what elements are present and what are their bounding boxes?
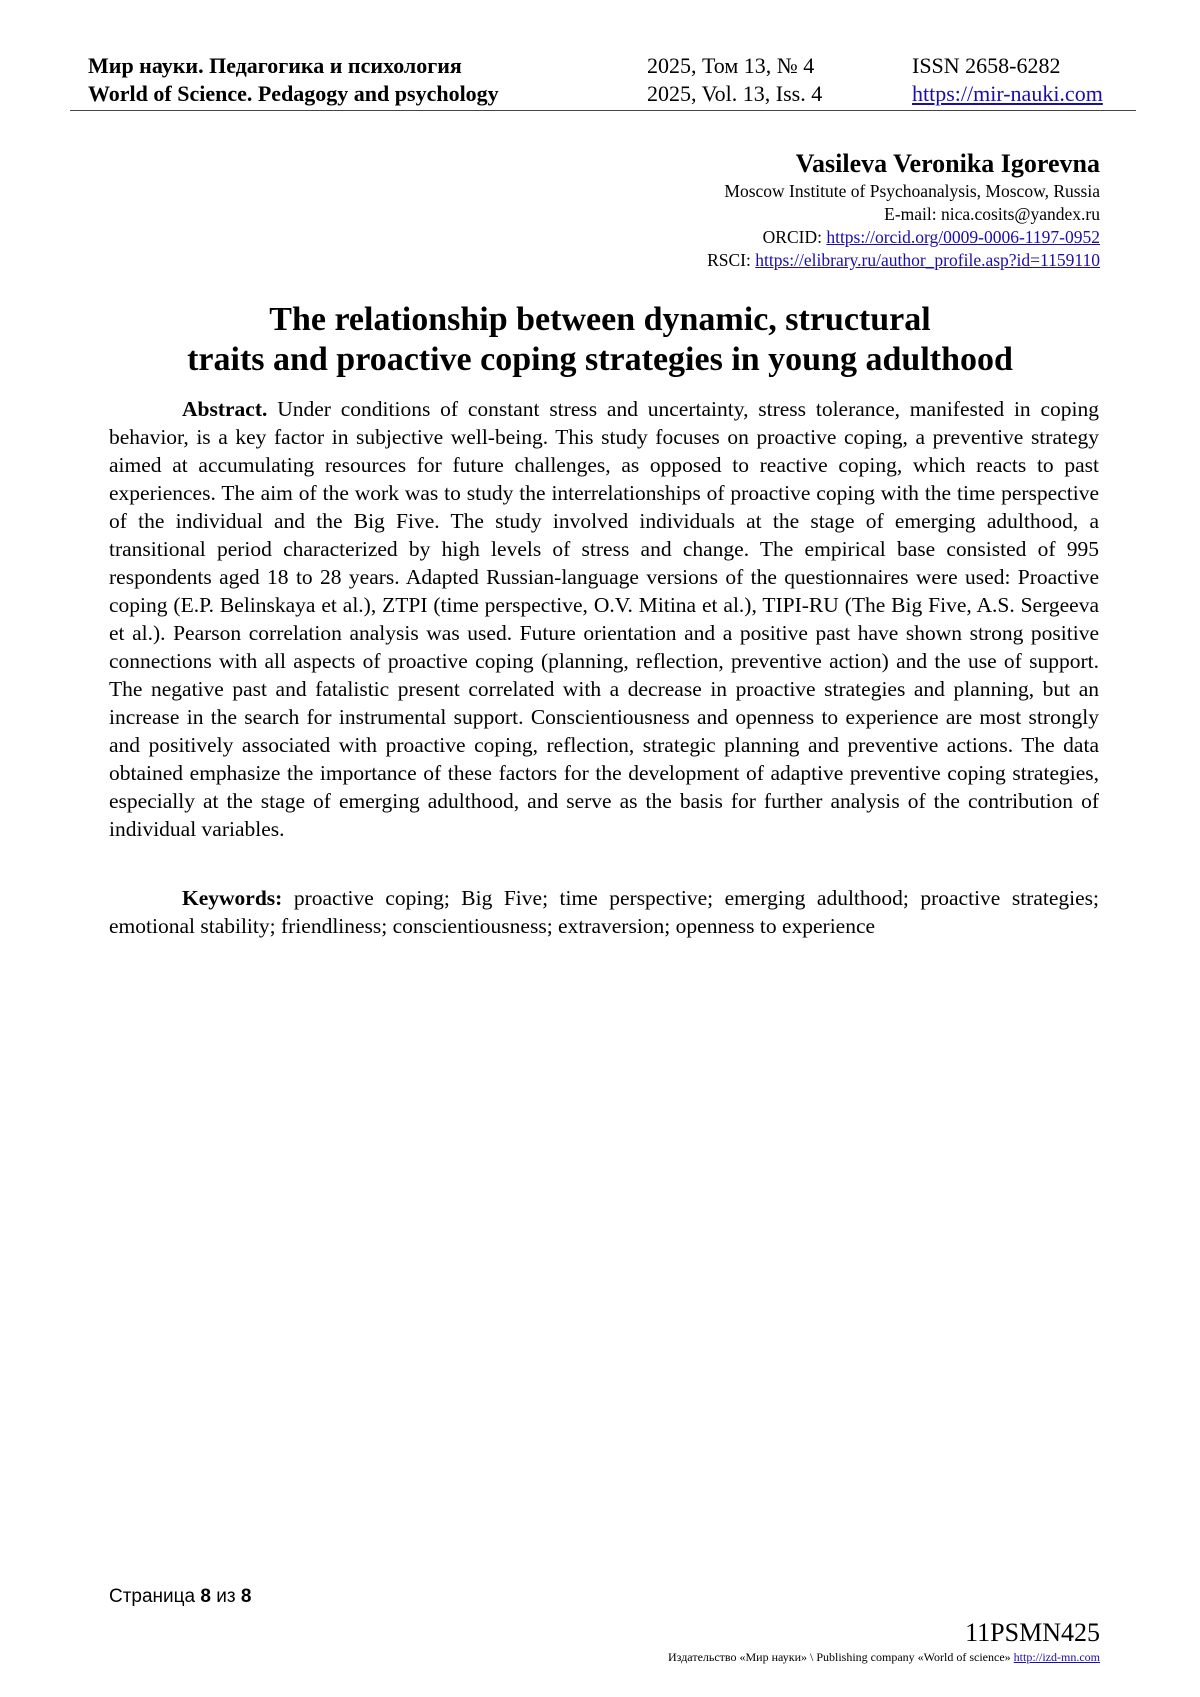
abstract xyxy=(109,395,1099,843)
journal-title-en: World of Science. Pedagogy and psychology xyxy=(88,81,499,106)
article-title: The relationship between dynamic, structural traits and proactive coping strategies in young adulthood xyxy=(187,301,1013,378)
author-affiliation: Moscow Institute of Psychoanalysis, Moscow, Russia xyxy=(724,181,1100,201)
issue-en: 2025, Vol. 13, Iss. 4 xyxy=(647,81,823,106)
journal-title-ru: Мир науки. Педагогика и психология xyxy=(88,53,462,78)
orcid-link[interactable]: https://orcid.org/0009-0006-1197-0952 xyxy=(826,227,1100,247)
rsci-link[interactable]: https://elibrary.ru/author_profile.asp?id=1159110 xyxy=(755,250,1100,270)
issue-ru: 2025, Том 13, № 4 xyxy=(647,53,815,78)
keywords-label: Keywords: xyxy=(182,886,283,910)
article-code: 11PSMN425 xyxy=(965,1618,1100,1647)
abstract-label: Abstract. xyxy=(182,397,268,421)
author-name: Vasileva Veronika Igorevna xyxy=(795,149,1100,178)
publisher-link[interactable]: http://izd-mn.com xyxy=(1013,1650,1100,1664)
publisher-line: Издательство «Мир науки» \ Publishing company «World of science» http://izd-mn.com xyxy=(668,1650,1100,1664)
header-rule xyxy=(70,110,1136,111)
abstract-text: Under conditions of constant stress and uncertainty, stress tolerance, manifested in coping behavior, is a key factor in subjective well-being. This study focuses on proactive coping, a preventive strategy aimed at accumulating resources for future challenges, as opposed to reactive coping, which reacts to past experiences. The aim of the work was to study the interrelationships of proactive coping with the time perspective of the individual and the Big Five. The study involved individuals at the stage of emerging adulthood, a transitional period characterized by high levels of stress and change. The empirical base consisted of 995 respondents aged 18 to 28 years. Adapted Russian-language versions of the questionnaires were used: Proactive coping (E.P. Belinskaya et al.), ZTPI (time perspective, O.V. Mitina et al.), TIPI-RU (The Big Five, A.S. Sergeeva et al.). Pearson correlation analysis was used. Future orientation and a positive past have shown strong positive connections with all aspects of proactive coping (planning, reflection, preventive action) and the use of support. The negative past and fatalistic present correlated with a decrease in proactive strategies and planning, but an increase in the search for instrumental support. Conscientiousness and openness to experience are most strongly and positively associated with proactive coping, reflection, strategic planning and preventive actions. The data obtained emphasize the importance of these factors for the development of adaptive preventive coping strategies, especially at the stage of emerging adulthood, and serve as the basis for further analysis of the contribution of individual variables. xyxy=(109,397,1099,841)
author-email: E-mail: nica.cosits@yandex.ru xyxy=(884,204,1100,224)
keywords-text: proactive coping; Big Five; time perspective; emerging adulthood; proactive strategies; emotional stability; friendliness; conscientiousness; extraversion; openness to experience xyxy=(109,886,1099,938)
author-block xyxy=(707,148,1100,272)
author-rsci: RSCI: https://elibrary.ru/author_profile.asp?id=1159110 xyxy=(707,250,1100,270)
journal-site-link[interactable]: https://mir-nauki.com xyxy=(912,81,1103,106)
author-orcid: ORCID: https://orcid.org/0009-0006-1197-0952 xyxy=(762,227,1100,247)
page-counter: Страница 8 из 8 xyxy=(109,1586,252,1607)
issn: ISSN 2658-6282 xyxy=(912,53,1061,78)
keywords xyxy=(109,884,1099,940)
